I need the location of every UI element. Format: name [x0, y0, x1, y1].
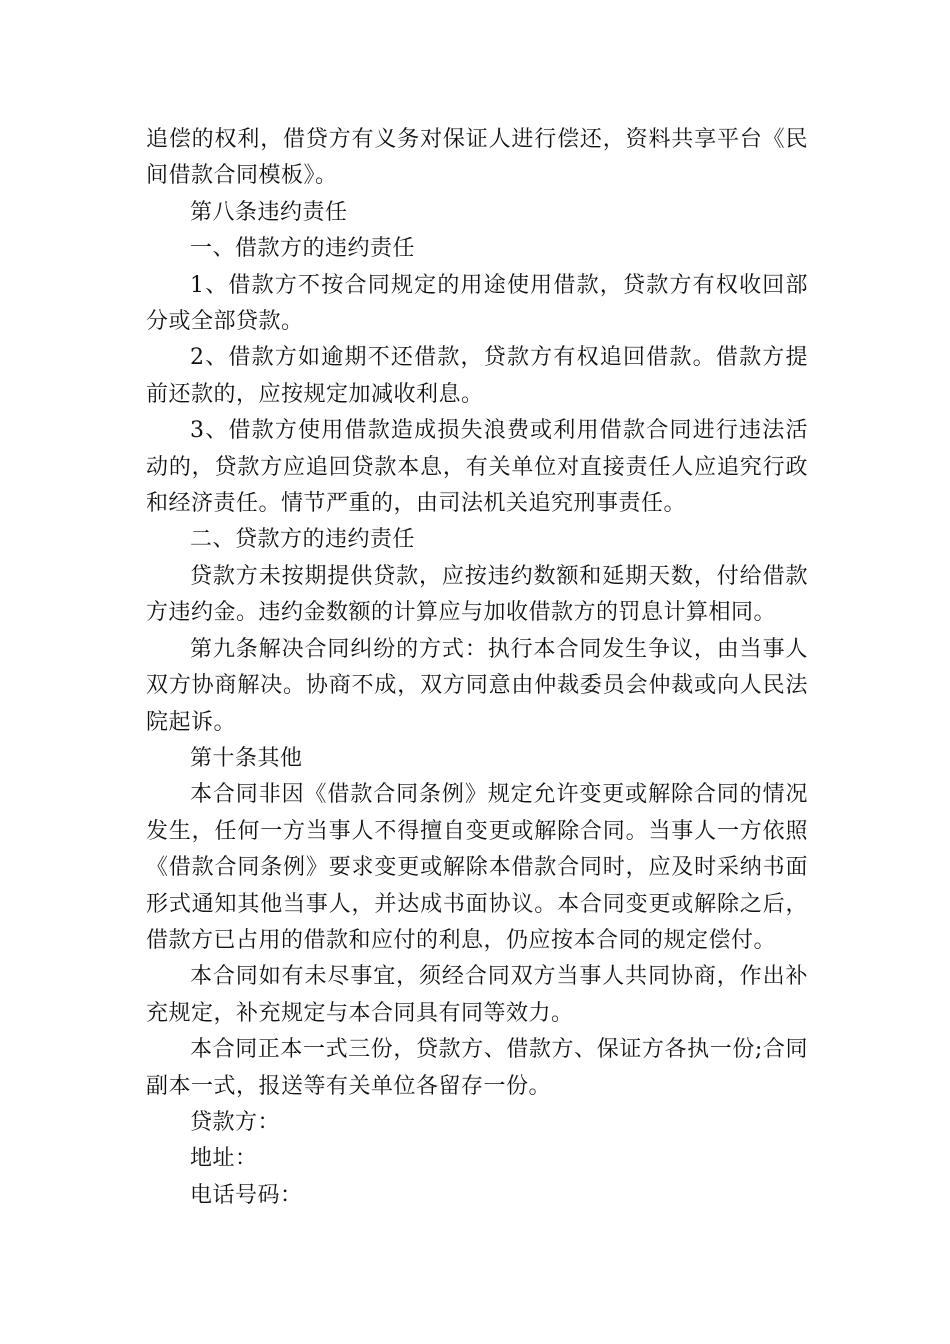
- clause-1: 1、借款方不按合同规定的用途使用借款，贷款方有权收回部分或全部贷款。: [146, 272, 808, 335]
- address-label: 地址：: [190, 1146, 258, 1172]
- clause-2: 2、借款方如逾期不还借款，贷款方有权追回借款。借款方提前还款的，应按规定加减收利息。: [146, 345, 808, 407]
- article-10-text-2: 本合同如有未尽事宜，须经合同双方当事人共同协商，作出补充规定，补充规定与本合同具有同等效力。: [146, 964, 808, 1026]
- document-body: [146, 122, 808, 1214]
- lender-liability-text: 贷款方未按期提供贷款，应按违约数额和延期天数，付给借款方违约金。违约金数额的计算应与加收借款方的罚息计算相同。: [146, 563, 808, 626]
- lender-signature-label: 贷款方：: [190, 1109, 281, 1135]
- heading-article-8: 第八条违约责任: [190, 199, 348, 225]
- heading-article-9: 第九条解决合同纠纷的方式：执行本合同发生争议，由当事人双方协商解决。协商不成，双方同意由仲裁委员会仲裁或向人民法院起诉。: [146, 636, 808, 735]
- clause-3: 3、借款方使用借款造成损失浪费或利用借款合同进行违法活动的，贷款方应追回贷款本息，有关单位对直接责任人应追究行政和经济责任。情节严重的，由司法机关追究刑事责任。: [146, 418, 808, 517]
- subheading-borrower-liability: 一、借款方的违约责任: [190, 236, 416, 262]
- article-10-text-3: 本合同正本一式三份，贷款方、借款方、保证方各执一份;合同副本一式，报送等有关单位各留存一份。: [146, 1037, 808, 1099]
- paragraph-continuation: 追偿的权利，借贷方有义务对保证人进行偿还，资料共享平台《民间借款合同模板》。: [146, 127, 808, 189]
- article-10-text-1: 本合同非因《借款合同条例》规定允许变更或解除合同的情况发生，任何一方当事人不得擅自变更或解除合同。当事人一方依照《借款合同条例》要求变更或解除本借款合同时，应及时采纳书面形式通知其他当事人，并达成书面协议。本合同变更或解除之后，借款方已占用的借款和应付的利息，仍应按本合同的规定偿付。: [146, 782, 808, 953]
- phone-label: 电话号码：: [190, 1182, 303, 1208]
- subheading-lender-liability: 二、贷款方的违约责任: [190, 527, 416, 553]
- heading-article-10: 第十条其他: [190, 745, 303, 771]
